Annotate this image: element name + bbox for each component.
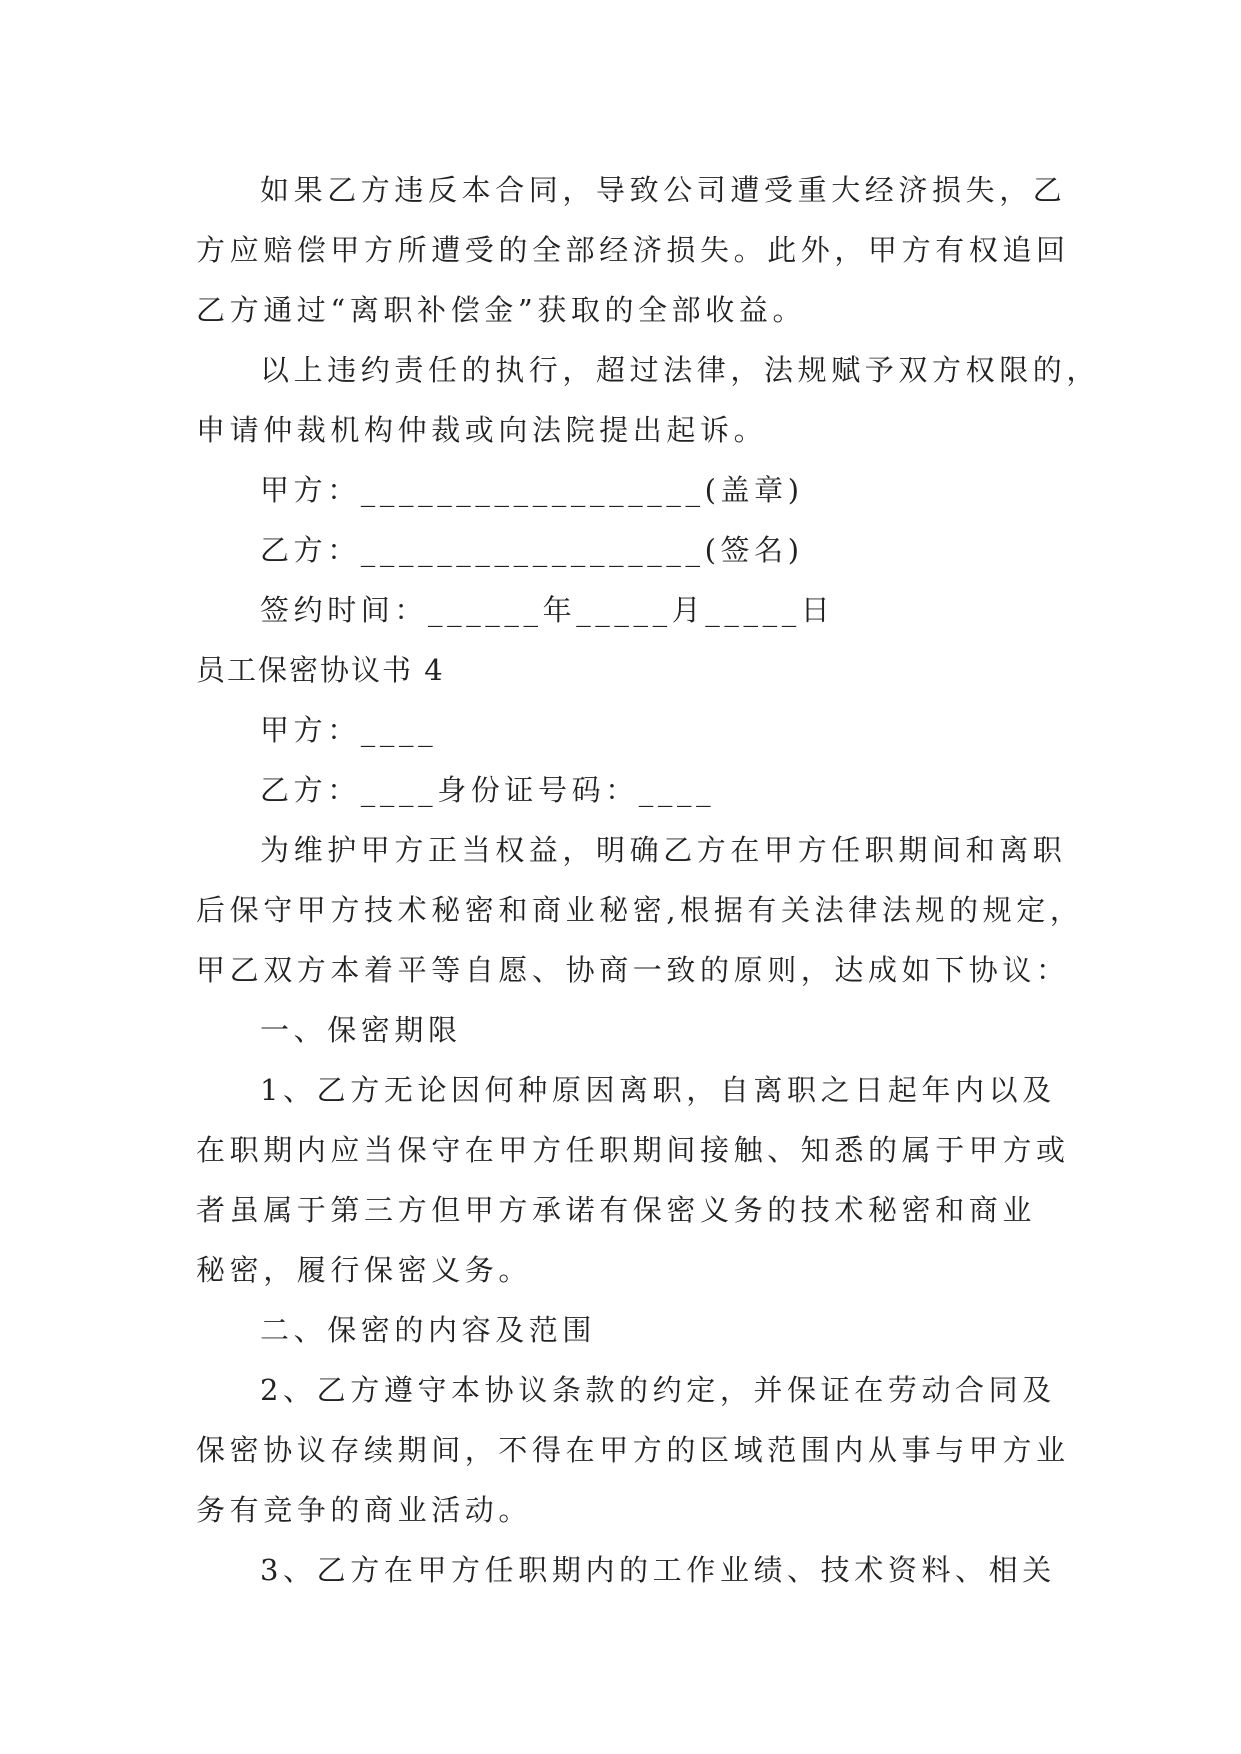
paragraph-line: 保密协议存续期间，不得在甲方的区域范围内从事与甲方业	[196, 1433, 1070, 1467]
signing-date-line: 签约时间：______年_____月_____日	[260, 593, 835, 627]
paragraph-line: 申请仲裁机构仲裁或向法院提出起诉。	[196, 413, 768, 447]
clause-heading: 二、保密的内容及范围	[260, 1313, 597, 1347]
party-b-line: 乙方：____身份证号码：____	[260, 773, 716, 807]
paragraph-line: 以上违约责任的执行，超过法律，法规赋予双方权限的，	[260, 353, 1101, 387]
paragraph-line: 者虽属于第三方但甲方承诺有保密义务的技术秘密和商业	[196, 1193, 1037, 1227]
paragraph-line: 方应赔偿甲方所遭受的全部经济损失。此外，甲方有权追回	[196, 233, 1070, 267]
section-title: 员工保密协议书 4	[196, 653, 445, 687]
paragraph-line: 甲乙双方本着平等自愿、协商一致的原则，达成如下协议：	[196, 953, 1070, 987]
paragraph-line: 务有竞争的商业活动。	[196, 1493, 533, 1527]
party-b-signature-line: 乙方：__________________(签名)	[260, 533, 804, 567]
paragraph-line: 后保守甲方技术秘密和商业秘密,根据有关法律法规的规定，	[196, 893, 1084, 927]
paragraph-line: 1、乙方无论因何种原因离职，自离职之日起年内以及	[260, 1073, 1056, 1107]
party-a-signature-line: 甲方：__________________(盖章)	[260, 473, 804, 507]
paragraph-line: 2、乙方遵守本协议条款的约定，并保证在劳动合同及	[260, 1373, 1056, 1407]
paragraph-line: 在职期内应当保守在甲方任职期间接触、知悉的属于甲方或	[196, 1133, 1070, 1167]
paragraph-line: 乙方通过“离职补偿金”获取的全部收益。	[196, 293, 807, 327]
party-a-line: 甲方：____	[260, 713, 438, 747]
paragraph-line: 秘密，履行保密义务。	[196, 1253, 533, 1287]
document-body	[196, 160, 1101, 1600]
paragraph-line: 3、乙方在甲方任职期内的工作业绩、技术资料、相关	[260, 1553, 1056, 1587]
paragraph-line: 如果乙方违反本合同，导致公司遭受重大经济损失，乙	[260, 173, 1067, 207]
paragraph-line: 为维护甲方正当权益，明确乙方在甲方任职期间和离职	[260, 833, 1067, 867]
clause-heading: 一、保密期限	[260, 1013, 462, 1047]
